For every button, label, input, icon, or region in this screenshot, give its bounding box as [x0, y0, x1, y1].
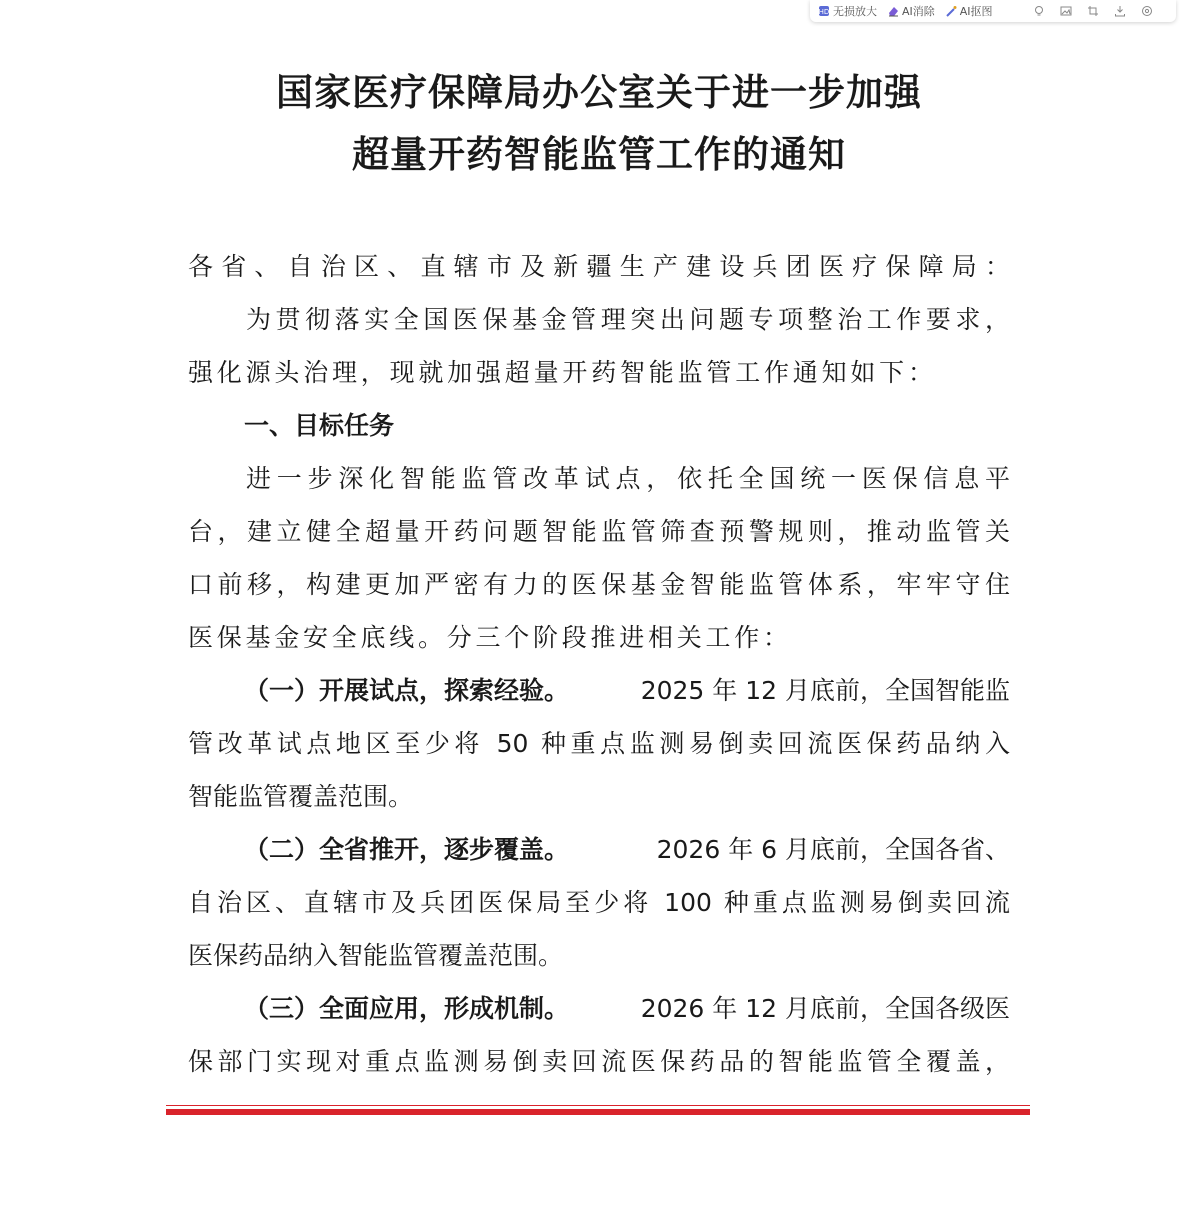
- ai-cutout-label: AI抠图: [959, 5, 993, 18]
- crop-icon[interactable]: [1086, 4, 1100, 18]
- document-title-line-2: 超量开药智能监管工作的通知: [352, 132, 846, 176]
- intro-line: 为贯彻落实全国医保基金管理突出问题专项整治工作要求，: [246, 305, 1010, 334]
- ai-erase-button[interactable]: [887, 3, 935, 19]
- paragraph-line: 医保药品纳入智能监管覆盖范围。: [188, 941, 564, 970]
- image-toolbar: [810, 0, 1176, 22]
- toolbar-icon-group: [1019, 4, 1154, 18]
- stage-3-line: [244, 993, 1010, 1025]
- paragraph-line: 保部门实现对重点监测易倒卖回流医保药品的智能监管全覆盖，: [188, 1047, 1010, 1076]
- salutation: 各省、自治区、直辖市及新疆生产建设兵团医疗保障局：: [188, 252, 1010, 281]
- stage-3-text: 2026 年 12 月底前，全国各级医: [640, 994, 1010, 1023]
- stage-1-text: 2025 年 12 月底前，全国智能监: [640, 676, 1010, 705]
- zoom-enhance-icon: [818, 5, 830, 17]
- paragraph-line: 进一步深化智能监管改革试点，依托全国统一医保信息平: [246, 464, 1010, 493]
- magic-wand-icon: [945, 5, 957, 17]
- section-heading: 一、目标任务: [244, 411, 395, 440]
- eraser-icon: [887, 5, 899, 17]
- ocr-lightbulb-icon[interactable]: [1032, 4, 1046, 18]
- lossless-zoom-button[interactable]: [818, 3, 877, 19]
- red-divider: [166, 1109, 1030, 1115]
- red-divider-thin: [166, 1105, 1030, 1106]
- paragraph-line: 台，建立健全超量开药问题智能监管筛查预警规则，推动监管关: [188, 517, 1010, 546]
- stage-2-line: [244, 834, 1010, 866]
- image-edit-icon[interactable]: [1059, 4, 1073, 18]
- svg-text:HD: HD: [818, 8, 830, 16]
- stage-1-heading: （一）开展试点，探索经验。: [244, 676, 570, 705]
- intro-line: 强化源头治理，现就加强超量开药智能监管工作通知如下：: [188, 358, 933, 387]
- document-title-line-1: 国家医疗保障局办公室关于进一步加强: [276, 70, 922, 114]
- ai-cutout-button[interactable]: [945, 3, 993, 19]
- stage-3-heading: （三）全面应用，形成机制。: [244, 994, 570, 1023]
- paragraph-line: 自治区、直辖市及兵团医保局至少将 100 种重点监测易倒卖回流: [188, 888, 1010, 917]
- stage-1-line: [244, 675, 1010, 707]
- paragraph-line: 智能监管覆盖范围。: [188, 782, 414, 811]
- settings-icon[interactable]: [1140, 4, 1154, 18]
- stage-2-heading: （二）全省推开，逐步覆盖。: [244, 835, 570, 864]
- paragraph-line: 管改革试点地区至少将 50 种重点监测易倒卖回流医保药品纳入: [188, 729, 1010, 758]
- stage-2-text: 2026 年 6 月底前，全国各省、: [656, 835, 1010, 864]
- ai-erase-label: AI消除: [902, 5, 935, 18]
- download-icon[interactable]: [1113, 4, 1127, 18]
- paragraph-line: 医保基金安全底线。分三个阶段推进相关工作：: [188, 623, 788, 652]
- lossless-zoom-label: 无损放大: [833, 5, 877, 18]
- paragraph-line: 口前移，构建更加严密有力的医保基金智能监管体系，牢牢守住: [188, 570, 1010, 599]
